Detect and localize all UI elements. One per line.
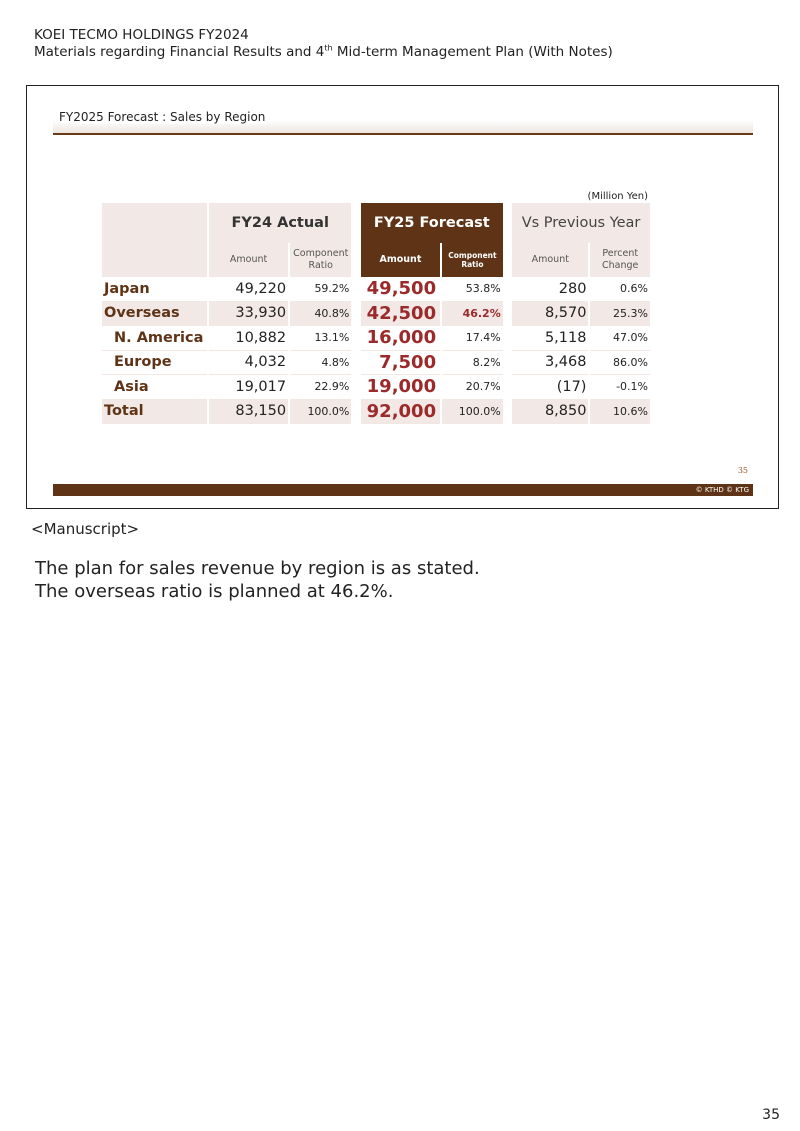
fy25-ratio: 8.2% (442, 351, 503, 376)
cell-spacer (353, 400, 358, 425)
fy25-amount: 19,000 (361, 375, 440, 400)
cell-spacer (505, 351, 510, 376)
fy24-amount: 19,017 (209, 375, 288, 400)
fy24-ratio: 4.8% (290, 351, 351, 376)
fy24-amount: 10,882 (209, 326, 288, 351)
document-header (34, 27, 613, 61)
vs-amount: 8,850 (512, 400, 588, 425)
subtitle-prefix: Materials regarding Financial Results and 4 (34, 44, 325, 60)
cell-spacer (353, 302, 358, 327)
fy24-amount: 49,220 (209, 277, 288, 302)
subheader-spacer (353, 243, 358, 277)
subheader-fy24-ratio: Component Ratio (290, 243, 351, 277)
sales-by-region-table (100, 203, 652, 424)
subheader-spacer (505, 243, 510, 277)
fy24-ratio: 40.8% (290, 302, 351, 327)
fy24-ratio: 13.1% (290, 326, 351, 351)
header-blank (102, 203, 207, 243)
document-title: KOEI TECMO HOLDINGS FY2024 (34, 27, 249, 43)
vs-percent: 10.6% (590, 400, 650, 425)
vs-percent: 47.0% (590, 326, 650, 351)
table-row-overseas (102, 302, 650, 327)
header-spacer (505, 203, 510, 243)
cell-spacer (353, 375, 358, 400)
table-row-north-america (102, 326, 650, 351)
vs-amount: 3,468 (512, 351, 588, 376)
vs-percent: 25.3% (590, 302, 650, 327)
fy24-ratio: 100.0% (290, 400, 351, 425)
table-row-europe (102, 351, 650, 376)
region-label: Japan (102, 277, 207, 302)
fy24-amount: 4,032 (209, 351, 288, 376)
table-group-header-row (102, 203, 650, 243)
region-label: Total (102, 400, 207, 425)
group-header-vs-previous: Vs Previous Year (512, 203, 650, 243)
cell-spacer (353, 351, 358, 376)
slide-title-bar (53, 109, 753, 135)
vs-amount: 8,570 (512, 302, 588, 327)
cell-spacer (505, 302, 510, 327)
group-header-fy24: FY24 Actual (209, 203, 351, 243)
vs-percent: -0.1% (590, 375, 650, 400)
table-row-total (102, 400, 650, 425)
fy25-ratio: 100.0% (442, 400, 503, 425)
subtitle-superscript: th (324, 43, 333, 53)
fy25-ratio: 53.8% (442, 277, 503, 302)
subheader-blank (102, 243, 207, 277)
fy25-amount: 7,500 (361, 351, 440, 376)
subheader-fy25-amount: Amount (361, 243, 440, 277)
manuscript-notes (35, 557, 480, 603)
slide-page-number: 35 (737, 466, 748, 475)
slide-title: FY2025 Forecast : Sales by Region (59, 110, 266, 124)
subheader-fy24-amount: Amount (209, 243, 288, 277)
manuscript-label: <Manuscript> (31, 520, 140, 538)
vs-percent: 86.0% (590, 351, 650, 376)
fy25-amount: 49,500 (361, 277, 440, 302)
fy25-amount: 92,000 (361, 400, 440, 425)
fy24-ratio: 59.2% (290, 277, 351, 302)
fy25-amount: 16,000 (361, 326, 440, 351)
vs-percent: 0.6% (590, 277, 650, 302)
region-label: Asia (102, 375, 207, 400)
table-row-asia (102, 375, 650, 400)
fy24-amount: 33,930 (209, 302, 288, 327)
region-label: N. America (102, 326, 207, 351)
unit-label: (Million Yen) (587, 191, 648, 202)
fy25-ratio-highlight: 46.2% (442, 302, 503, 327)
vs-amount: (17) (512, 375, 588, 400)
subtitle-suffix: Mid-term Management Plan (With Notes) (332, 44, 613, 60)
table-row-japan (102, 277, 650, 302)
fy25-ratio: 17.4% (442, 326, 503, 351)
vs-amount: 280 (512, 277, 588, 302)
fy25-ratio: 20.7% (442, 375, 503, 400)
cell-spacer (505, 375, 510, 400)
group-header-fy25: FY25 Forecast (361, 203, 503, 243)
slide-frame (26, 85, 779, 509)
copyright-text: © KTHD © KTG (695, 486, 749, 494)
manuscript-line-1: The plan for sales revenue by region is as stated. (35, 558, 480, 579)
subheader-vs-percent: Percent Change (590, 243, 650, 277)
fy24-amount: 83,150 (209, 400, 288, 425)
table-subheader-row (102, 243, 650, 277)
cell-spacer (353, 277, 358, 302)
subheader-vs-amount: Amount (512, 243, 588, 277)
document-subtitle (34, 44, 613, 61)
cell-spacer (353, 326, 358, 351)
subheader-fy25-ratio: Component Ratio (442, 243, 503, 277)
fy25-amount: 42,500 (361, 302, 440, 327)
vs-amount: 5,118 (512, 326, 588, 351)
header-spacer (353, 203, 358, 243)
manuscript-line-2: The overseas ratio is planned at 46.2%. (35, 581, 394, 602)
cell-spacer (505, 277, 510, 302)
page-number: 35 (762, 1107, 780, 1123)
slide-footer-bar (53, 484, 753, 496)
cell-spacer (505, 400, 510, 425)
region-label: Europe (102, 351, 207, 376)
fy24-ratio: 22.9% (290, 375, 351, 400)
cell-spacer (505, 326, 510, 351)
region-label: Overseas (102, 302, 207, 327)
